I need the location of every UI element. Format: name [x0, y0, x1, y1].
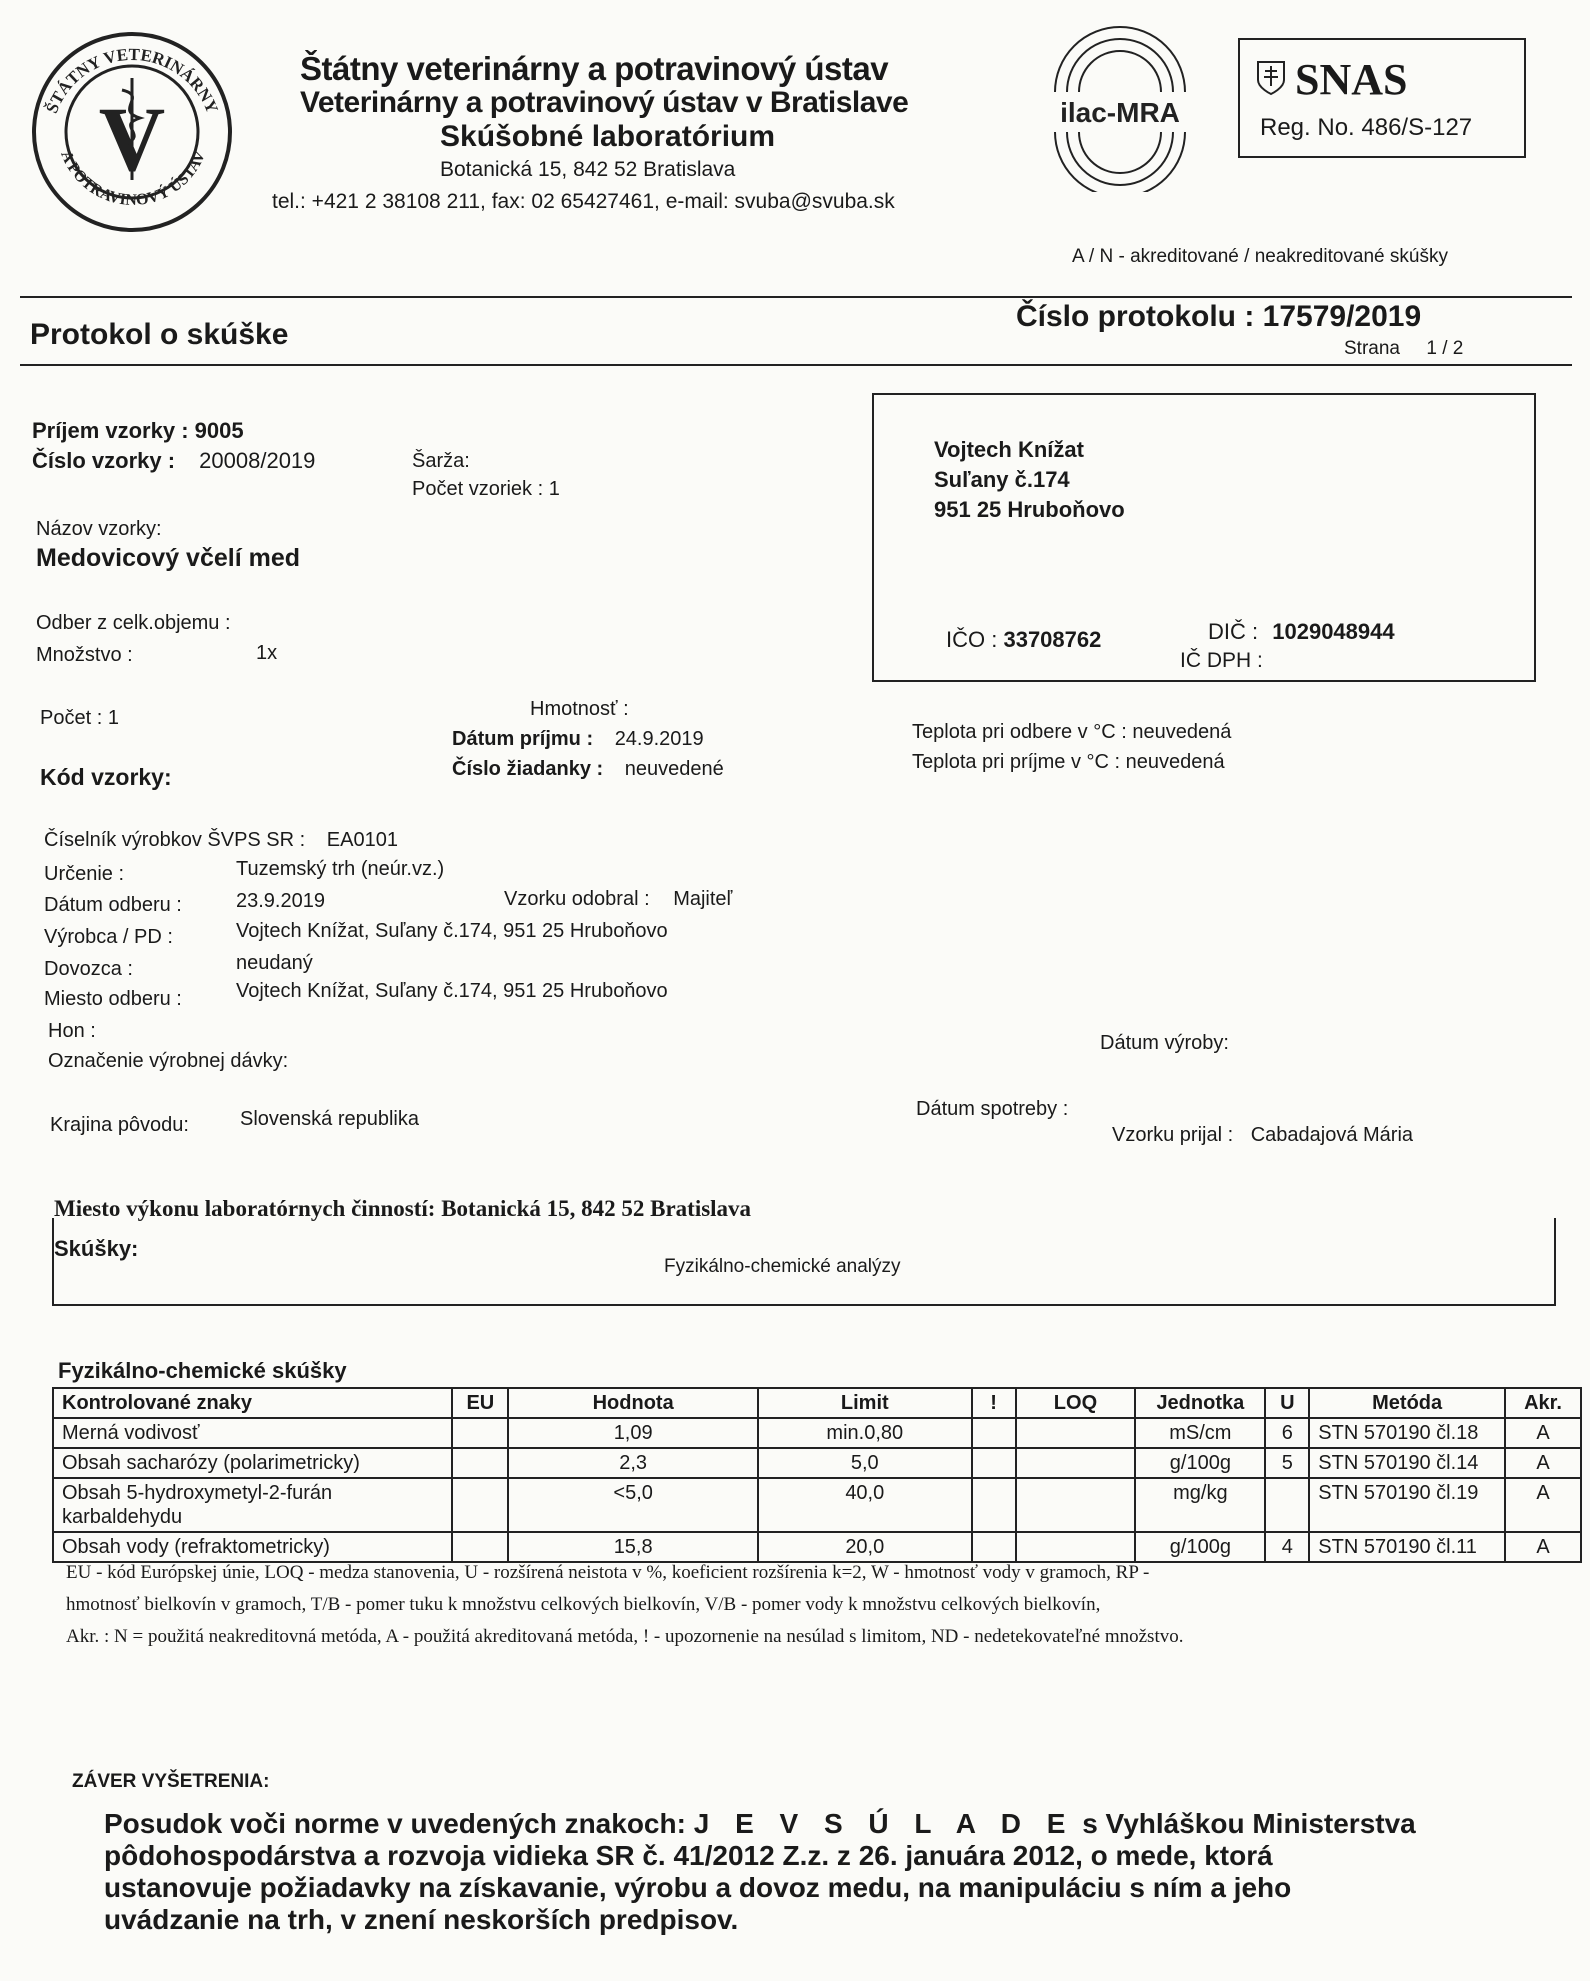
- sample-count-label: Počet vzoriek :: [412, 478, 544, 500]
- sample-number-value: 20008/2019: [199, 448, 316, 473]
- product-code-label: Číselník výrobkov ŠVPS SR :: [44, 829, 306, 851]
- cell-parameter: Merná vodivosť: [53, 1418, 452, 1448]
- sample-name-label: Názov vzorky:: [36, 518, 162, 540]
- quantity-label: Množstvo :: [36, 644, 133, 666]
- exams-value: Fyzikálno-chemické analýzy: [664, 1256, 901, 1277]
- cell-accreditation: A: [1505, 1478, 1581, 1532]
- cell-flag: [972, 1448, 1016, 1478]
- cell-limit: min.0,80: [758, 1418, 972, 1448]
- customer-dic-label: DIČ :: [1208, 619, 1259, 644]
- collected-by: [504, 888, 732, 911]
- product-code-value: EA0101: [326, 829, 398, 851]
- svg-text:ŠTÁTNY VETERINÁRNY: ŠTÁTNY VETERINÁRNY: [42, 44, 222, 116]
- cell-method: STN 570190 čl.14: [1309, 1448, 1505, 1478]
- production-date-label: Dátum výroby:: [1100, 1032, 1229, 1054]
- cell-method: STN 570190 čl.11: [1309, 1532, 1505, 1562]
- cell-uncertainty: 4: [1265, 1532, 1309, 1562]
- sample-code-label: Kód vzorky:: [40, 764, 172, 790]
- product-code: [44, 829, 398, 852]
- svg-text:ilac-MRA: ilac-MRA: [1060, 97, 1180, 128]
- conclusion-intro: Posudok voči norme v uvedených znakoch:: [104, 1808, 686, 1839]
- protocol-title: Protokol o skúške: [30, 318, 289, 351]
- cell-flag: [972, 1478, 1016, 1532]
- institute-logo: [30, 30, 235, 235]
- results-title: Fyzikálno-chemické skúšky: [58, 1358, 347, 1383]
- collection-date-value: 23.9.2019: [236, 890, 325, 912]
- table-row: [53, 1448, 1581, 1478]
- cell-method: STN 570190 čl.19: [1309, 1478, 1505, 1532]
- customer-dic-value: 1029048944: [1272, 619, 1395, 644]
- request-number-label: Číslo žiadanky :: [452, 758, 604, 780]
- col-header-unit: Jednotka: [1135, 1388, 1265, 1418]
- producer-value: Vojtech Knížat, Suľany č.174, 951 25 Hruboňovo: [236, 920, 668, 942]
- customer-icdph-label: IČ DPH :: [1180, 649, 1263, 672]
- institution-name: Štátny veterinárny a potravinový ústav: [300, 50, 889, 87]
- cell-limit: 20,0: [758, 1532, 972, 1562]
- table-row: [53, 1478, 1581, 1532]
- footnote-line-2: hmotnosť bielkovín v gramoch, T/B - pomer tuku k množstvu celkových bielkovín, V/B - pomer vody k množstvu celkových bielkovín,: [66, 1594, 1101, 1615]
- page-label: Strana: [1344, 338, 1400, 359]
- cell-unit: mS/cm: [1135, 1418, 1265, 1448]
- importer-label: Dovozca :: [44, 958, 133, 980]
- col-header-limit: Limit: [758, 1388, 972, 1418]
- cell-eu: [452, 1532, 508, 1562]
- footnote-line-3: Akr. : N = použitá neakreditovná metóda, A - použitá akreditovaná metóda, ! - upozornenie na nesúlad s limitom, ND - nedetekovateľné množstvo.: [66, 1626, 1184, 1647]
- quantity-value: 1x: [256, 642, 278, 664]
- svg-text:V: V: [98, 88, 166, 190]
- title-divider: [20, 364, 1572, 366]
- col-header-eu: EU: [452, 1388, 508, 1418]
- field-label: Hon :: [48, 1020, 96, 1042]
- receipt-temperature: [912, 751, 1225, 774]
- sample-receipt: [32, 418, 244, 444]
- conclusion-verdict: J E V S Ú L A D E: [693, 1808, 1075, 1839]
- exams-label: Skúšky:: [54, 1236, 148, 1262]
- col-header-method: Metóda: [1309, 1388, 1505, 1418]
- sample-count: [412, 478, 560, 501]
- count-label: Počet :: [40, 707, 103, 729]
- customer-ico: [946, 627, 1101, 653]
- cell-loq: [1016, 1448, 1136, 1478]
- receipt-date-label: Dátum príjmu :: [452, 728, 594, 750]
- collection-temperature-label: Teplota pri odbere v °C :: [912, 721, 1127, 743]
- expiry-date-label: Dátum spotreby :: [916, 1098, 1069, 1120]
- results-header-row: [53, 1388, 1581, 1418]
- customer-ico-label: IČO :: [946, 627, 998, 652]
- origin-country-label: Krajina pôvodu:: [50, 1114, 189, 1136]
- customer-dic: [1208, 619, 1395, 645]
- batch-marking-label: Označenie výrobnej dávky:: [48, 1050, 289, 1072]
- purpose-value: Tuzemský trh (neúr.vz.): [236, 858, 445, 880]
- protocol-number-label: Číslo protokolu :: [1016, 300, 1255, 333]
- results-table: [52, 1387, 1582, 1563]
- snas-registration: Reg. No. 486/S-127: [1260, 114, 1473, 141]
- cell-flag: [972, 1418, 1016, 1448]
- receipt-temperature-label: Teplota pri príjme v °C :: [912, 751, 1121, 773]
- institution-address: Botanická 15, 842 52 Bratislava: [440, 158, 736, 181]
- protocol-number: [1016, 300, 1421, 334]
- col-header-parameter: Kontrolované znaky: [53, 1388, 452, 1418]
- customer-box: [872, 393, 1536, 682]
- received-by-value: Cabadajová Mária: [1250, 1124, 1414, 1146]
- customer-ico-value: 33708762: [1003, 627, 1102, 652]
- collection-volume-label: Odber z celk.objemu :: [36, 612, 231, 634]
- receipt-date: [452, 728, 704, 751]
- collection-place-label: Miesto odberu :: [44, 988, 182, 1010]
- cell-unit: g/100g: [1135, 1532, 1265, 1562]
- table-row: [53, 1532, 1581, 1562]
- col-header-value: Hodnota: [508, 1388, 758, 1418]
- svg-text:A POTRAVINOVÝ ÚSTAV: A POTRAVINOVÝ ÚSTAV: [57, 148, 209, 209]
- conclusion-label: ZÁVER VYŠETRENIA:: [72, 1771, 270, 1792]
- col-header-uncertainty: U: [1265, 1388, 1309, 1418]
- col-header-loq: LOQ: [1016, 1388, 1136, 1418]
- cell-accreditation: A: [1505, 1532, 1581, 1562]
- col-header-flag: !: [972, 1388, 1016, 1418]
- cell-eu: [452, 1418, 508, 1448]
- collection-temperature: [912, 721, 1231, 744]
- cell-limit: 5,0: [758, 1448, 972, 1478]
- count: [40, 707, 119, 730]
- cell-eu: [452, 1478, 508, 1532]
- sample-number-label: Číslo vzorky :: [32, 448, 176, 473]
- receipt-temperature-value: neuvedená: [1125, 751, 1225, 773]
- sample-name: Medovicový včelí med: [36, 544, 301, 572]
- cell-value: <5,0: [508, 1478, 758, 1532]
- lab-place-value: Botanická 15, 842 52 Bratislava: [441, 1196, 752, 1221]
- cell-parameter: Obsah vody (refraktometricky): [53, 1532, 452, 1562]
- slovak-coat-of-arms-icon: [1256, 60, 1286, 96]
- cell-limit: 40,0: [758, 1478, 972, 1532]
- ilac-mra-logo: [1035, 22, 1205, 192]
- sample-count-value: 1: [548, 478, 560, 500]
- protocol-number-value: 17579/2019: [1262, 300, 1422, 333]
- customer-name: Vojtech Knížat: [934, 437, 1084, 462]
- producer-label: Výrobca / PD :: [44, 926, 173, 948]
- cell-method: STN 570190 čl.18: [1309, 1418, 1505, 1448]
- cell-parameter: Obsah 5-hydroxymetyl-2-furán karbaldehydu: [53, 1478, 452, 1532]
- collected-by-label: Vzorku odobral :: [504, 888, 650, 910]
- institution-branch: Veterinárny a potravinový ústav v Bratislave: [300, 86, 909, 119]
- sample-receipt-value: 9005: [194, 418, 244, 443]
- received-by-label: Vzorku prijal :: [1112, 1124, 1234, 1146]
- cell-uncertainty: 6: [1265, 1418, 1309, 1448]
- cell-loq: [1016, 1418, 1136, 1448]
- cell-accreditation: A: [1505, 1448, 1581, 1478]
- cell-unit: mg/kg: [1135, 1478, 1265, 1532]
- weight-label: Hmotnosť :: [530, 698, 629, 720]
- request-number-value: neuvedené: [624, 758, 724, 780]
- page-value: 1 / 2: [1426, 338, 1464, 359]
- cell-loq: [1016, 1532, 1136, 1562]
- cell-value: 1,09: [508, 1418, 758, 1448]
- cell-loq: [1016, 1478, 1136, 1532]
- institution-contact: tel.: +421 2 38108 211, fax: 02 65427461, e-mail: svuba@svuba.sk: [272, 190, 895, 213]
- origin-country-value: Slovenská republika: [240, 1108, 419, 1130]
- conclusion-text: [104, 1808, 1424, 1936]
- collection-temperature-value: neuvedená: [1132, 721, 1232, 743]
- collected-by-value: Majiteľ: [673, 888, 733, 910]
- conclusion-regulation: s Vyhláškou Ministerstva pôdohospodárstva a rozvoja vidieka SR č. 41/2012 Z.z. z 26. januára 2012, o mede, ktorá ustanovuje požiadavky na získavanie, výrobu a dovoz medu, na manipuláciu s ním a jeho uvádzanie na trh, v znení neskorších predpisov.: [104, 1808, 1416, 1935]
- collection-place-value: Vojtech Knížat, Suľany č.174, 951 25 Hruboňovo: [236, 980, 668, 1002]
- footnote-line-1: EU - kód Európskej únie, LOQ - medza stanovenia, U - rozšírená neistota v %, koeficient rozšírenia k=2, W - hmotnosť vody v gramoch, RP -: [66, 1562, 1150, 1583]
- laboratory-name: Skúšobné laboratórium: [440, 120, 776, 153]
- sample-receipt-label: Príjem vzorky :: [32, 418, 189, 443]
- sample-number: [32, 448, 315, 474]
- customer-street: Suľany č.174: [934, 467, 1070, 492]
- accreditation-legend: A / N - akreditované / neakreditované skúšky: [1072, 246, 1448, 267]
- col-header-accreditation: Akr.: [1505, 1388, 1581, 1418]
- cell-uncertainty: 5: [1265, 1448, 1309, 1478]
- lab-place-label: Miesto výkonu laboratórnych činností:: [54, 1196, 436, 1221]
- importer-value: neudaný: [236, 952, 313, 974]
- cell-eu: [452, 1448, 508, 1478]
- receipt-date-value: 24.9.2019: [614, 728, 704, 750]
- page-indicator: [1344, 338, 1463, 360]
- snas-accreditation-box: [1238, 38, 1526, 158]
- cell-unit: g/100g: [1135, 1448, 1265, 1478]
- cell-flag: [972, 1532, 1016, 1562]
- snas-logo: SNAS: [1295, 55, 1408, 104]
- request-number: [452, 758, 724, 781]
- count-value: 1: [107, 707, 119, 729]
- received-by: [1112, 1124, 1413, 1147]
- customer-city: 951 25 Hruboňovo: [934, 497, 1125, 522]
- cell-parameter: Obsah sacharózy (polarimetricky): [53, 1448, 452, 1478]
- batch-label: Šarža:: [412, 450, 470, 472]
- cell-value: 2,3: [508, 1448, 758, 1478]
- table-row: [53, 1418, 1581, 1448]
- purpose-label: Určenie :: [44, 863, 125, 885]
- cell-value: 15,8: [508, 1532, 758, 1562]
- cell-uncertainty: [1265, 1478, 1309, 1532]
- header-divider: [20, 296, 1572, 298]
- collection-date-label: Dátum odberu :: [44, 894, 182, 916]
- cell-accreditation: A: [1505, 1418, 1581, 1448]
